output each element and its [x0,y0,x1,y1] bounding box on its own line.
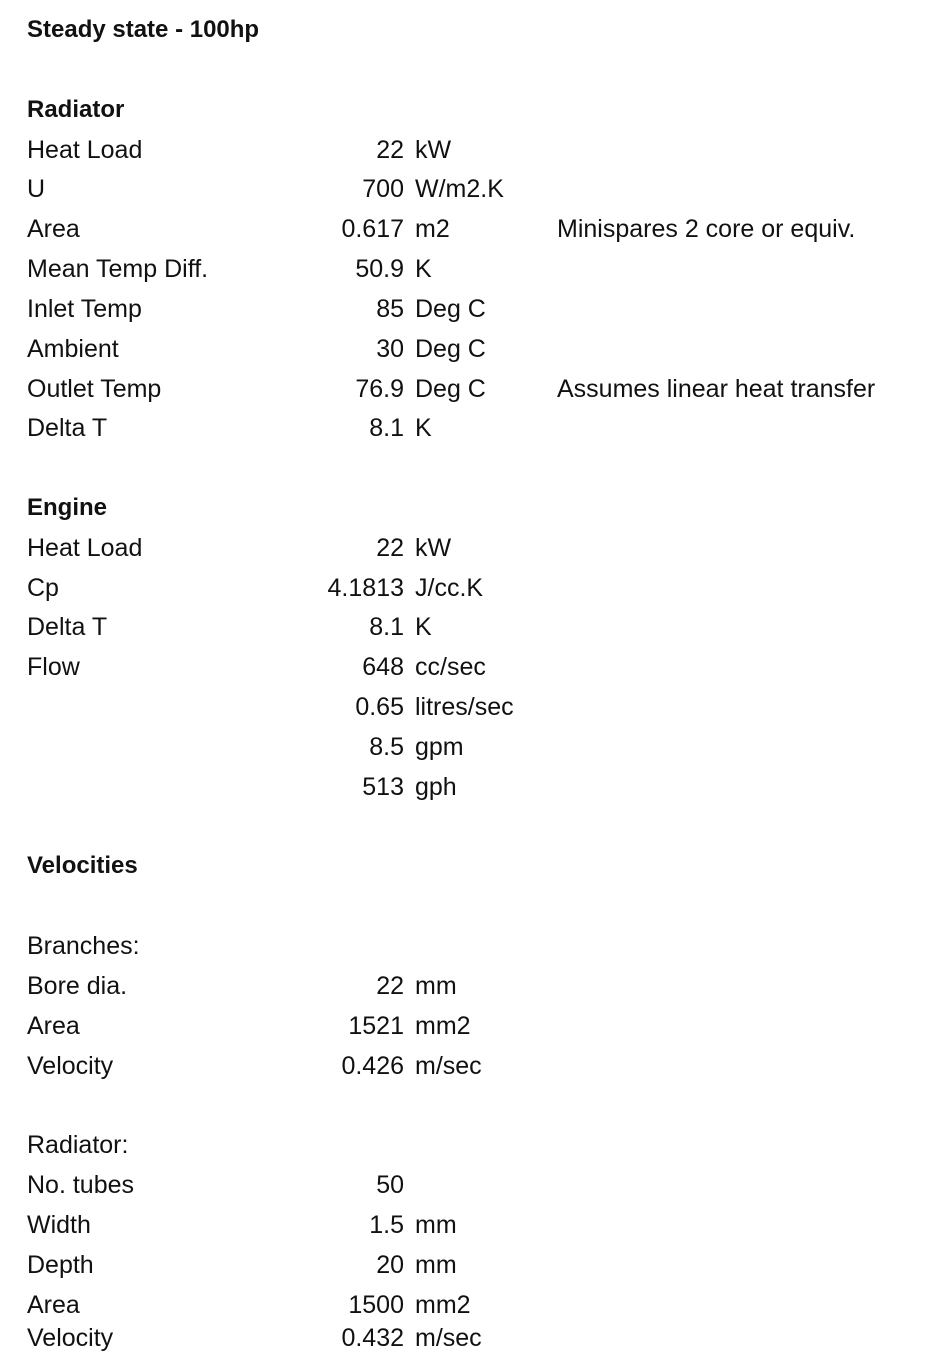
table-row [0,568,936,608]
row-label: Area [27,215,80,243]
row-label: No. tubes [27,1171,135,1199]
table-row [0,130,936,170]
table-row [0,767,936,807]
row-value: 513 [362,773,404,801]
row-unit: kW [415,136,452,164]
row-value: 648 [362,653,404,681]
row-value: 0.426 [341,1052,404,1080]
row-label: Ambient [27,335,119,363]
table-row [0,1006,936,1046]
row-label: Velocity [27,1324,114,1352]
row-unit: kW [415,534,452,562]
table-row [0,1205,936,1245]
table-row [0,369,936,409]
table-row [0,1046,936,1086]
row-value: 0.65 [355,693,404,721]
row-value: 700 [362,175,404,203]
row-unit: mm [415,1211,457,1239]
row-label: U [27,175,46,203]
row-label: Delta T [27,414,108,442]
row-unit: gpm [415,733,464,761]
row-value: 1521 [348,1012,404,1040]
row-label: Mean Temp Diff. [27,255,209,283]
row-label: Area [27,1012,80,1040]
row-value: 50.9 [355,255,404,283]
branches-heading-row [0,926,936,966]
row-value: 8.1 [369,414,404,442]
row-value: 22 [376,534,404,562]
row-label: Width [27,1211,91,1239]
row-label: Area [27,1291,80,1319]
row-label: Bore dia. [27,972,128,1000]
table-row [0,289,936,329]
table-row [0,528,936,568]
row-unit: cc/sec [415,653,486,681]
row-label: Outlet Temp [27,375,162,403]
row-value: 20 [376,1251,404,1279]
radiator-velocity-heading-row [0,1125,936,1165]
row-label: Flow [27,653,80,681]
row-unit: m/sec [415,1324,482,1352]
table-row [0,329,936,369]
row-value: 1500 [348,1291,404,1319]
table-row [0,408,936,448]
table-row [0,647,936,687]
row-value: 1.5 [369,1211,404,1239]
row-unit: J/cc.K [415,574,484,602]
row-label: Inlet Temp [27,295,142,323]
table-row [0,687,936,727]
row-value: 22 [376,972,404,1000]
row-note: Assumes linear heat transfer [557,375,876,403]
row-value: 22 [376,136,404,164]
row-label: Heat Load [27,534,143,562]
table-row [0,1165,936,1205]
engine-heading-row [0,488,936,528]
row-value: 50 [376,1171,404,1199]
row-unit: K [415,255,432,283]
subsection-heading-branches: Branches: [27,932,140,960]
row-value: 0.432 [341,1324,404,1352]
row-label: Cp [27,574,59,602]
table-row [0,607,936,647]
row-unit: Deg C [415,335,486,363]
row-label: Heat Load [27,136,143,164]
row-value: 30 [376,335,404,363]
table-row [0,1318,936,1358]
table-row [0,727,936,767]
row-unit: m/sec [415,1052,482,1080]
row-unit: mm2 [415,1012,471,1040]
section-heading-velocities: Velocities [27,852,138,879]
row-value: 8.5 [369,733,404,761]
table-row [0,169,936,209]
row-unit: Deg C [415,375,486,403]
row-unit: m2 [415,215,450,243]
table-row [0,966,936,1006]
row-note: Minispares 2 core or equiv. [557,215,856,243]
row-value: 85 [376,295,404,323]
row-unit: litres/sec [415,693,514,721]
row-unit: K [415,613,432,641]
table-row [0,249,936,289]
row-value: 4.1813 [327,574,404,602]
radiator-heading-row [0,90,936,130]
row-unit: K [415,414,432,442]
row-label: Velocity [27,1052,114,1080]
row-unit: W/m2.K [415,175,504,203]
velocities-heading-row [0,846,936,886]
row-unit: mm [415,972,457,1000]
page-title: Steady state - 100hp [27,16,260,43]
row-label: Delta T [27,613,108,641]
subsection-heading-radiator: Radiator: [27,1131,129,1159]
row-value: 8.1 [369,613,404,641]
section-heading-radiator: Radiator [27,96,125,123]
row-unit: mm [415,1251,457,1279]
row-label: Depth [27,1251,94,1279]
row-value: 0.617 [341,215,404,243]
row-value: 76.9 [355,375,404,403]
table-row [0,209,936,249]
row-unit: mm2 [415,1291,471,1319]
section-heading-engine: Engine [27,494,108,521]
table-row [0,1245,936,1285]
row-unit: gph [415,773,457,801]
row-unit: Deg C [415,295,486,323]
